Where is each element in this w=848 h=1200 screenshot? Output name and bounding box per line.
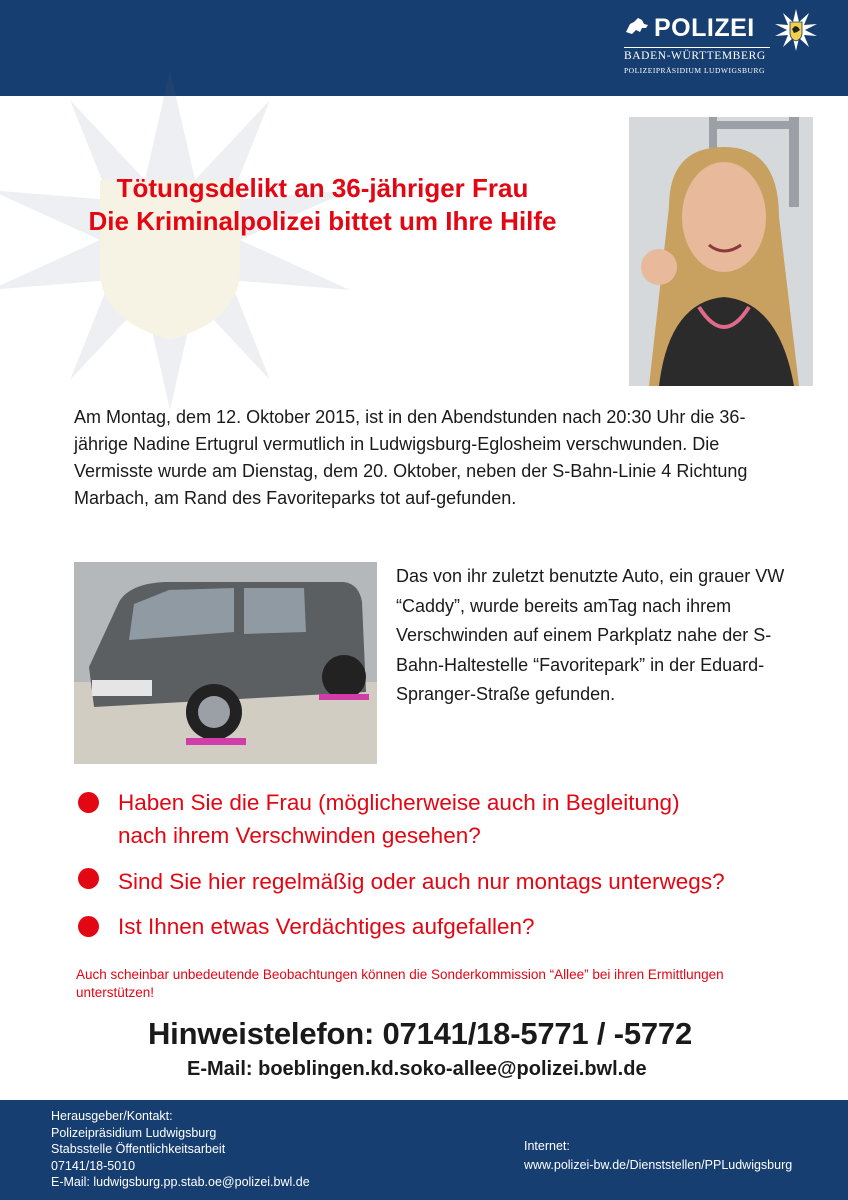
bullet-dot-icon (78, 792, 99, 813)
question-item (78, 865, 798, 899)
footer-contact (51, 1108, 310, 1191)
footer-internet (524, 1137, 792, 1175)
logo-unit: POLIZEIPRÄSIDIUM LUDWIGSBURG (624, 66, 765, 75)
footer-bar (0, 1100, 848, 1200)
footer-contact-line: E-Mail: ludwigsburg.pp.stab.oe@polizei.bwl.de (51, 1175, 310, 1189)
police-star-watermark-icon (0, 70, 350, 410)
victim-photo (629, 117, 813, 386)
police-logo (624, 14, 814, 84)
car-photo (74, 562, 377, 764)
question-item (78, 786, 778, 852)
footer-contact-line: 07141/18-5010 (51, 1158, 136, 1173)
hotline: Hinweistelefon: 07141/18-5771 / -5772 (148, 1016, 693, 1051)
note-text: Auch scheinbar unbedeutende Beobachtungen können die Sonderkommission “Allee” bei ihren Ermittlungen unterstützen! (76, 967, 724, 1000)
question-text: Sind Sie hier regelmäßig oder auch nur montags unterwegs? (118, 869, 725, 894)
question-item (78, 910, 778, 944)
question-text: Haben Sie die Frau (möglicherweise auch in Begleitung) (118, 790, 680, 815)
footer-contact-line: Stabsstelle Öffentlichkeitsarbeit (51, 1142, 226, 1156)
footer-contact-line: Herausgeber/Kontakt: (51, 1109, 173, 1123)
police-star-icon (774, 8, 818, 52)
body-paragraph-1: Am Montag, dem 12. Oktober 2015, ist in den Abendstunden nach 20:30 Uhr die 36-jährige Nadine Ertugrul vermutlich in Ludwigsburg-Eglosheim verschwunden. Die Vermisste wurde am Dienstag, dem 20. Oktober, neben der S-Bahn-Linie 4 Richtung Marbach, am Rand des Favoriteparks tot auf-gefunden. (74, 407, 748, 508)
logo-rule (624, 47, 770, 48)
car-photo-image (74, 562, 377, 764)
body-paragraph-2: Das von ihr zuletzt benutzte Auto, ein grauer VW “Caddy”, wurde bereits amTag nach ihrem Verschwinden auf einem Parkplatz nahe der S-Bahn-Haltestelle “Favoritepark” in der Eduard-Spranger-Straße gefunden. (396, 566, 785, 704)
footer-contact-line: Polizeipräsidium Ludwigsburg (51, 1125, 217, 1140)
bullet-dot-icon (78, 916, 99, 937)
footer-internet-url: www.polizei-bw.de/Dienststellen/PPLudwigsburg (524, 1158, 793, 1172)
logo-word: POLIZEI (654, 14, 755, 42)
logo-state: BADEN-WÜRTTEMBERG (624, 50, 766, 62)
headline-line1: Tötungsdelikt an 36-jähriger Frau (116, 173, 529, 203)
lion-icon (624, 16, 650, 38)
headline (40, 172, 605, 238)
footer-internet-label: Internet: (524, 1139, 570, 1153)
question-text: nach ihrem Verschwinden gesehen? (118, 823, 481, 848)
soko-email: E-Mail: boeblingen.kd.soko-allee@polizei.bwl.de (187, 1058, 647, 1080)
victim-photo-image (629, 117, 813, 386)
question-text: Ist Ihnen etwas Verdächtiges aufgefallen? (118, 914, 535, 939)
headline-line2: Die Kriminalpolizei bittet um Ihre Hilfe (88, 206, 557, 236)
bullet-dot-icon (78, 868, 99, 889)
